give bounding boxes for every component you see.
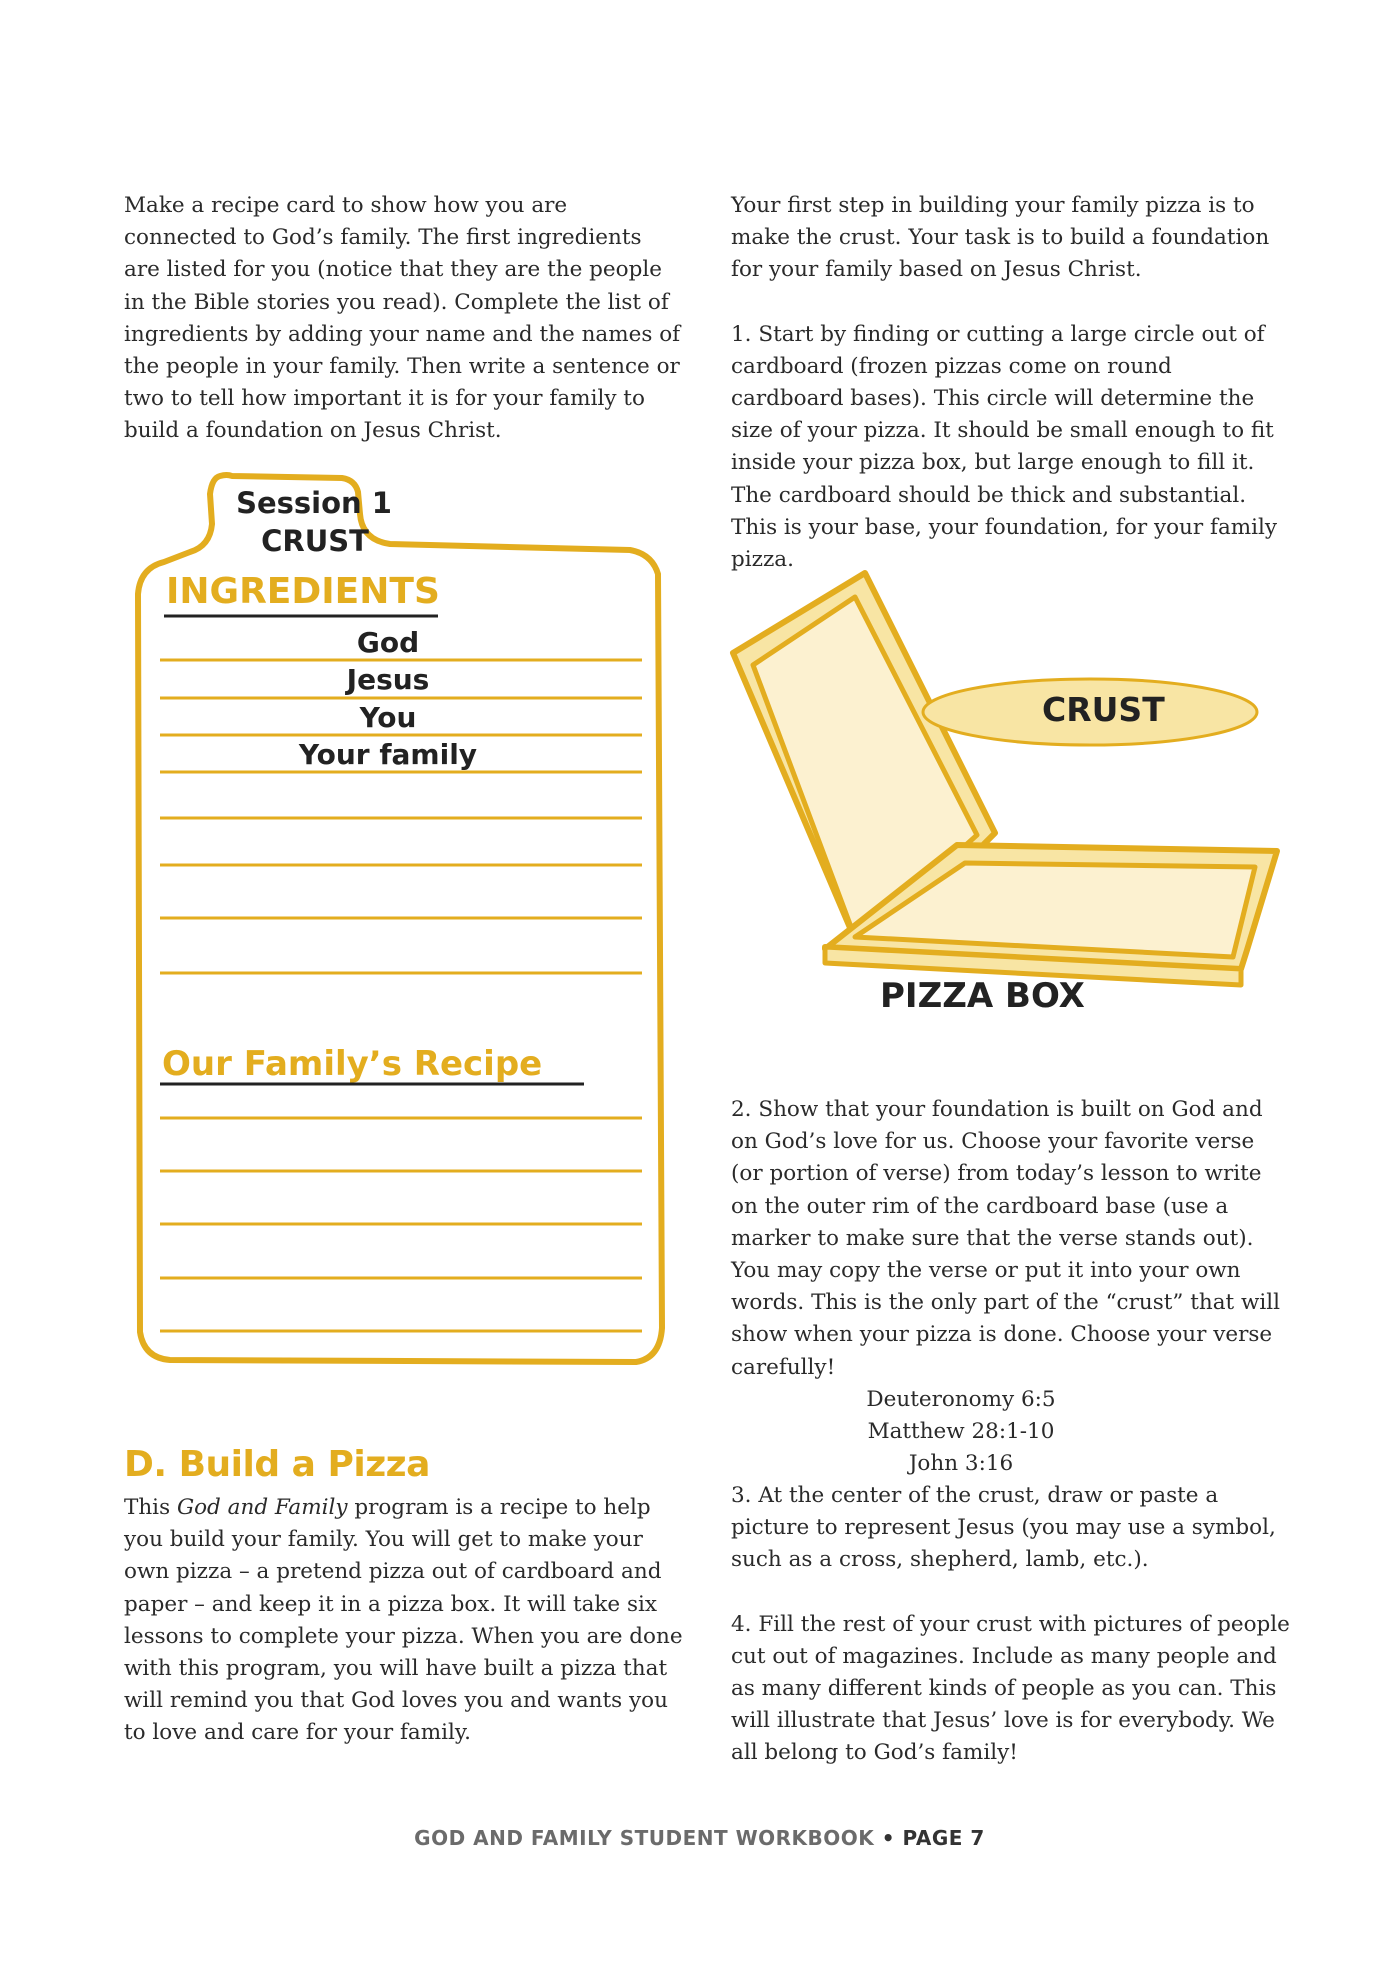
- section-d-paragraph: This God and Family program is a recipe to help you build your family. You will get to make your own pizza – a pretend pizza out of cardboard and paper – and keep it in a pizza box. It will take six lessons to complete your pizza. When you are done with this program, you will have built a pizza that will remind you that God loves you and wants you to love and care for your family.: [124, 1495, 683, 1746]
- tab-crust-label: CRUST: [261, 524, 369, 558]
- verse-list: [731, 1384, 1191, 1481]
- ingredient-jesus: Jesus: [346, 663, 430, 696]
- verse-item: Matthew 28:1-10: [867, 1419, 1055, 1445]
- ingredients-heading: INGREDIENTS: [166, 571, 440, 612]
- section-d-heading: D. Build a Pizza: [124, 1444, 430, 1485]
- step-1-paragraph: 1. Start by finding or cutting a large circle out of cardboard (frozen pizzas come on round cardboard bases). This circle will determine the size of your pizza. It should be small enough to fit inside your pizza box, but large enough to fill it. The cardboard should be thick and substantial. This is your base, your foundation, for your family pizza.: [731, 321, 1278, 573]
- recipe-card: [130, 466, 680, 1386]
- pizza-box-label: PIZZA BOX: [880, 976, 1085, 1016]
- page-footer: [0, 1826, 1399, 1850]
- right-column-top: [731, 190, 1291, 576]
- ingredient-your-family: Your family: [298, 738, 478, 771]
- ingredient-you: You: [359, 701, 417, 734]
- footer-separator: •: [881, 1826, 896, 1850]
- step-2-paragraph: 2. Show that your foundation is built on God and on God’s love for us. Choose your favorite verse (or portion of verse) from today’s lesson to write on the outer rim of the cardboard base (use a marker to make sure that the verse stands out). You may copy the verse or put it into your own words. This is the only part of the “crust” that will show when your pizza is done. Choose your verse carefully!: [731, 1097, 1281, 1380]
- crust-label: CRUST: [1042, 690, 1165, 729]
- right-column-bottom: [731, 1480, 1291, 1770]
- recipe-heading: Our Family’s Recipe: [162, 1044, 543, 1084]
- page-number: PAGE 7: [902, 1826, 985, 1850]
- intro-paragraph: Make a recipe card to show how you are connected to God’s family. The first ingredients are listed for you (notice that they are the people in the Bible stories you read). Complete the list of ingredients by adding your name and the names of the people in your family. Then write a sentence or two to tell how important it is for your family to build a foundation on Jesus Christ.: [124, 193, 681, 444]
- pizza-box-illustration: [725, 565, 1285, 1035]
- step-4-paragraph: 4. Fill the rest of your crust with pictures of people cut out of magazines. Include as many people and as many different kinds of people as you can. This will illustrate that Jesus’ love is for everybody. We all belong to God’s family!: [731, 1611, 1290, 1766]
- right-column-middle: [731, 1094, 1291, 1480]
- verse-item: Deuteronomy 6:5: [866, 1386, 1056, 1412]
- verse-item: John 3:16: [908, 1451, 1014, 1477]
- crust-intro-paragraph: Your first step in building your family pizza is to make the crust. Your task is to build a foundation for your family based on Jesus Christ.: [731, 193, 1270, 283]
- step-3-paragraph: 3. At the center of the crust, draw or paste a picture to represent Jesus (you may use a symbol, such as a cross, shepherd, lamb, etc.).: [731, 1483, 1276, 1573]
- ingredient-god: God: [356, 626, 420, 659]
- tab-session-label: Session 1: [236, 486, 392, 520]
- footer-title: GOD AND FAMILY STUDENT WORKBOOK: [414, 1826, 875, 1850]
